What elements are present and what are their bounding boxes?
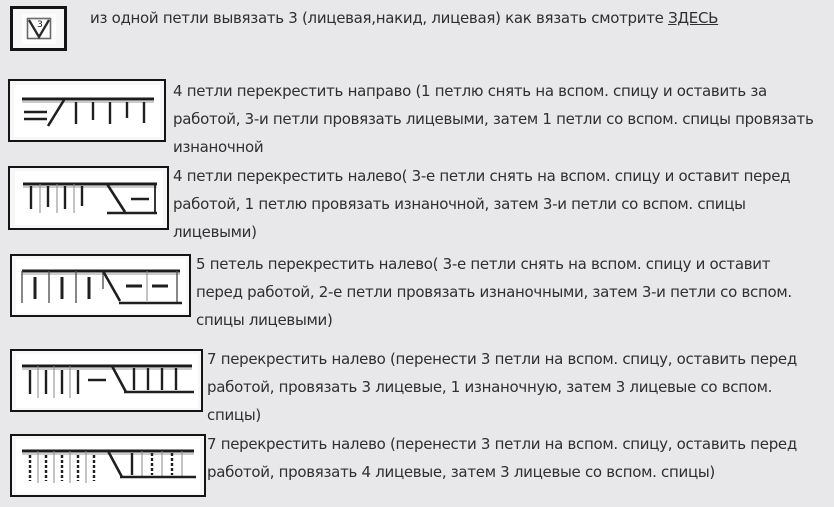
legend-row-text: 4 петли перекрестить налево( 3-е петли снять на вспом. спицу и оставит перед работой, 1 петлю провязать изнаночной, затем 3-и петли со вспом. спицы лицевыми) bbox=[173, 167, 791, 241]
legend-row-text: 5 петель перекрестить налево( 3-е петли снять на вспом. спицу и оставит перед работой, 2-е петли провязать изнаночными, затем 3-и петли со вспом. спицы лицевыми) bbox=[196, 255, 792, 329]
cable-4-cross-right-glyph bbox=[14, 85, 160, 137]
legend-row-text: 7 перекрестить налево (перенести 3 петли на вспом. спицу, оставить перед работой, провязать 4 лицевые, затем 3 лицевые со вспом. спицы) bbox=[207, 435, 797, 481]
cable-4-cross-left-icon bbox=[8, 166, 169, 230]
cable-5-cross-left-icon bbox=[10, 254, 191, 317]
increase-3-from-1-glyph bbox=[22, 14, 56, 44]
legend-row-text: 4 петли перекрестить направо (1 петлю снять на вспом. спицу и оставить за работой, 3-и петли провязать лицевыми, затем 1 петли со вспом. спицы провязать изнаночной bbox=[173, 82, 814, 156]
increase-3-from-1-icon bbox=[10, 6, 67, 51]
cable-7-cross-left-3k-1p-3k-icon bbox=[10, 349, 203, 412]
cable-7-cross-left-4k-3k-glyph bbox=[16, 439, 200, 493]
svg-text:3: 3 bbox=[36, 19, 43, 30]
cable-4-cross-left-glyph bbox=[15, 171, 163, 225]
here-link[interactable]: ЗДЕСЬ bbox=[668, 9, 719, 27]
cable-7-cross-left-3k-1p-3k-glyph bbox=[16, 354, 198, 408]
legend-text-span: из одной петли вывязать 3 (лицевая,накид, лицевая) как вязать смотрите bbox=[90, 9, 664, 27]
cable-5-cross-left-glyph bbox=[16, 259, 186, 313]
legend-row-text: 7 перекрестить налево (перенести 3 петли на вспом. спицу, оставить перед работой, провязать 3 лицевые, 1 изнаночную, затем 3 лицевые со вспом. спицы) bbox=[207, 350, 797, 424]
cable-7-cross-left-4k-3k-icon bbox=[10, 434, 206, 497]
legend-row-text bbox=[90, 7, 822, 29]
cable-4-cross-right-icon bbox=[8, 79, 166, 142]
